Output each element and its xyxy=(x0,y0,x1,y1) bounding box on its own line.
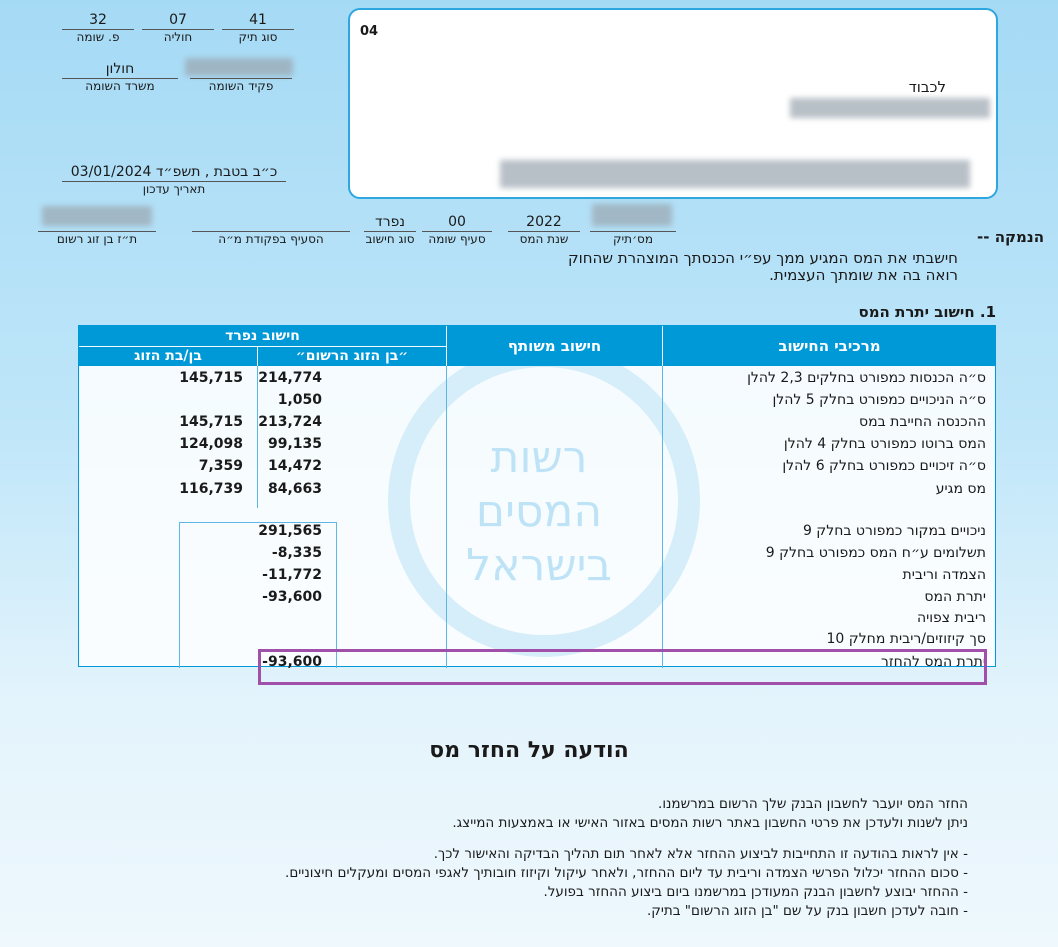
redacted-address xyxy=(500,160,970,188)
branch-label: חוליה xyxy=(163,30,193,44)
registered-value: 84,663 xyxy=(267,481,322,497)
row-label: ריבית צפויה xyxy=(916,610,986,626)
ordinance-section-field xyxy=(192,214,350,247)
tax-year-label: שנת המס xyxy=(519,232,569,246)
row-label: ס״ה הכנסות כמפורט בחלקים 2,3 להלן xyxy=(747,370,986,386)
notice-body xyxy=(208,795,968,921)
balance-value: -93,600 xyxy=(262,589,322,605)
tax-year-value: 2022 xyxy=(508,214,580,232)
notice-title: הודעה על החזר מס xyxy=(429,738,629,763)
address-code: 04 xyxy=(360,24,379,39)
branch-field xyxy=(142,12,214,45)
notice-bullet: - חובה לעדכן חשבון בנק על שם "בן הזוג הרשום" בתיק. xyxy=(646,903,968,919)
row-label: ס״ה הניכויים כמפורט בחלק 5 להלן xyxy=(772,392,986,408)
notice-bullet: - ההחזר יבוצע לחשבון הבנק המעודכן במרשמנו ביום ביצוע ההחזר בפועל. xyxy=(543,884,968,900)
update-date-field xyxy=(62,164,286,197)
branch-value: 07 xyxy=(142,12,214,30)
balance-value: -8,335 xyxy=(271,545,322,561)
header-components: מרכיבי החישוב xyxy=(663,326,996,366)
calc-type-label: סוג חישוב xyxy=(365,232,415,246)
registered-value: 213,724 xyxy=(258,414,322,430)
assessment-section-field xyxy=(422,214,492,247)
assessor-office-value: חולון xyxy=(62,61,178,79)
row-label: מס מגיע xyxy=(935,481,986,497)
assessor-clerk-field xyxy=(190,61,292,94)
row-label: הצמדה וריבית xyxy=(902,567,986,583)
section-title: 1. חישוב יתרת המס xyxy=(858,303,996,321)
file-number-field xyxy=(590,214,676,247)
spouse-value: 145,715 xyxy=(179,414,243,430)
balance-value: -11,772 xyxy=(262,567,322,583)
refund-label: יתרת המס להחזר xyxy=(880,654,986,670)
registered-value: 14,472 xyxy=(267,458,322,474)
header-separate: חישוב נפרד xyxy=(79,326,446,346)
watermark-text: רשות המסים בישראל xyxy=(466,432,612,591)
registered-value: 1,050 xyxy=(277,392,322,408)
row-label: תשלומים ע״ח המס כמפורט בחלק 9 xyxy=(765,545,986,561)
file-type-value: 41 xyxy=(222,12,294,30)
assessor-code-label: פ. שומה xyxy=(76,30,120,44)
address-box xyxy=(348,8,998,199)
header-spouse: בן/בת הזוג xyxy=(79,347,257,366)
row-label: ניכויים במקור כמפורט בחלק 9 xyxy=(802,523,986,539)
assessor-clerk-label: פקיד השומה xyxy=(208,79,274,93)
refund-highlight-box xyxy=(258,649,987,685)
calc-type-value: נפרד xyxy=(364,214,416,232)
tax-year-field xyxy=(508,214,580,247)
spouse-value: 116,739 xyxy=(179,481,243,497)
calc-type-field xyxy=(364,214,416,247)
assessor-office-field xyxy=(62,61,178,94)
notice-paragraph: ניתן לשנות ולעדכן את פרטי החשבון באתר רשות המסים באזור האישי או באמצעות המייצג. xyxy=(452,815,968,831)
file-type-field xyxy=(222,12,294,45)
refund-value: -93,600 xyxy=(262,654,322,670)
assessor-office-label: משרד השומה xyxy=(85,79,155,93)
file-number-label: מס׳תיק xyxy=(612,232,653,246)
ordinance-section-label: הסעיף בפקודת מ״ה xyxy=(218,232,324,246)
salutation: לכבוד xyxy=(908,78,946,96)
spouse-id-label: ת״ז בן זוג רשום xyxy=(56,232,138,246)
reasoning-text: חישבתי את המס המגיע ממך עפ״י הכנסתך המוצהרת שהחוק רואה בה את שומתך העצמית. xyxy=(568,249,958,284)
balance-value: 291,565 xyxy=(258,523,322,539)
spouse-value: 145,715 xyxy=(179,370,243,386)
registered-value: 214,774 xyxy=(258,370,322,386)
assessor-code-field xyxy=(62,12,134,45)
reasoning-title: הנמקה -- xyxy=(977,228,1044,246)
header-registered-spouse: ״בן הזוג הרשום״ xyxy=(258,347,446,366)
notice-bullet: - סכום ההחזר יכלול הפרשי הצמדה וריבית עד ליום ההחזר, ולאחר עיקול וקיזוז חובותיך לאגפי המסים ומעקלים חיצוניים. xyxy=(285,865,968,881)
header-joint: חישוב משותף xyxy=(447,326,662,366)
row-label: יתרת המס xyxy=(924,589,986,605)
row-label: ההכנסה החייבת במס xyxy=(859,414,986,430)
update-date-label: תאריך עדכון xyxy=(142,182,206,196)
assessment-section-value: 00 xyxy=(422,214,492,232)
spouse-value: 7,359 xyxy=(198,458,243,474)
row-label: ס״ה זיכויים כמפורט בחלק 6 להלן xyxy=(782,458,986,474)
assessment-section-label: סעיף שומה xyxy=(428,232,486,246)
spouse-value: 124,098 xyxy=(179,436,243,452)
notice-paragraph: החזר המס יועבר לחשבון הבנק שלך הרשום במרשמנו. xyxy=(658,796,968,812)
spouse-id-field xyxy=(38,214,156,247)
row-label: סך קיזוזים/ריבית מחלק 10 xyxy=(826,631,986,647)
assessor-code-value: 32 xyxy=(62,12,134,30)
registered-value: 99,135 xyxy=(267,436,322,452)
row-label: המס ברוטו כמפורט בחלק 4 להלן xyxy=(783,436,986,452)
update-date-value: כ״ב בטבת , תשפ״ד 03/01/2024 xyxy=(62,164,286,182)
file-type-label: סוג תיק xyxy=(238,30,278,44)
notice-bullet: - אין לראות בהודעה זו התחייבות לביצוע ההחזר אלא לאחר תום תהליך הבדיקה והאישור לכך. xyxy=(433,846,968,862)
